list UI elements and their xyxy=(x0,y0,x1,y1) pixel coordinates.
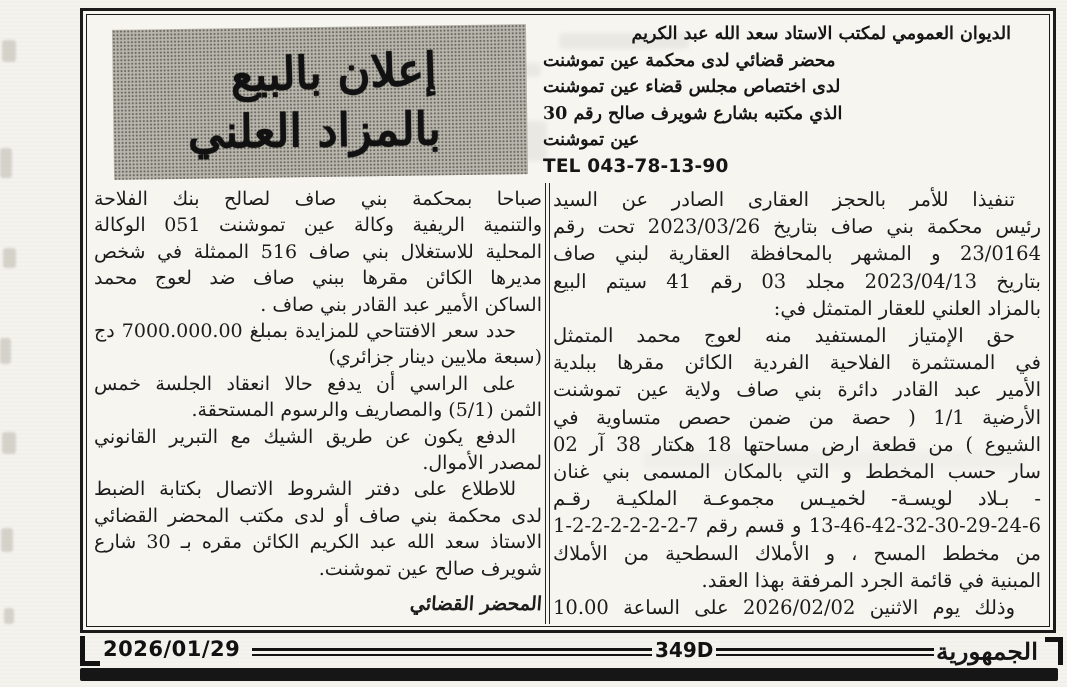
notice-line: على الراسي أن يدفع حالا انعقاد الجلسة خمس xyxy=(94,372,516,395)
office-header-line: لدى اختصاص مجلس قضاء عين تموشنت xyxy=(543,77,841,97)
notice-line: صباحا بمحكمة بني صاف لصالح بنك الفلاحة xyxy=(94,188,542,210)
notice-line: في المستثمرة الفلاحية الفردية الكائن مقرها ببلدية xyxy=(553,351,1041,375)
notice-line: شويرف صالح عين تموشنت. xyxy=(318,557,542,580)
office-header-line: الديوان العمومي لمكتب الاستاد سعد الله عبد الكريم xyxy=(631,24,1011,44)
notice-line: (سبعة ملايين دينار جزائري) xyxy=(328,346,542,369)
column-divider xyxy=(545,183,550,624)
notice-line: الدفع يكون عن طريق الشيك مع التبرير القانوني xyxy=(94,425,516,448)
notice-line: 23/0164 و المشهر بالمحافظة العقارية لبني صاف xyxy=(553,242,1041,266)
notice-line: لمصدر الأموال. xyxy=(422,452,542,475)
notice-line: رئيس محكمة بني صاف بتاريخ 2023/03/26 تحت رقم xyxy=(553,215,1041,239)
scan-artifact xyxy=(3,248,16,268)
page-bottom-rule xyxy=(80,668,1058,681)
notice-line: وذلك يوم الاثنين 2026/02/02 على الساعة 10.00 xyxy=(553,596,1015,620)
notice-line: مديرها الكائن مقرها ببني صاف ضد لعوج محمد xyxy=(94,267,542,290)
notice-line: الأمير عبد القادر دائرة بني صاف ولاية عين تموشنت xyxy=(553,378,1041,402)
auction-notice-box xyxy=(80,8,1056,633)
newspaper-logo: الجمهورية xyxy=(936,638,1039,665)
footer-rule xyxy=(716,648,934,656)
notice-line: 13-46-42-32-30-29-24-6 و قسم رقم 7-2-2-2-2-2-2-1 xyxy=(553,514,1041,538)
scan-artifact xyxy=(0,338,11,364)
notice-line: بالمزاد العلني للعقار المتمثل في: xyxy=(773,296,1041,320)
bailiff-signature: المحضر القضائي xyxy=(409,593,543,616)
footer-corner-mark-right xyxy=(1045,637,1063,665)
office-header-line: الذي مكتبه بشارع شويرف صالح رقم 30 xyxy=(543,103,843,124)
scan-artifact xyxy=(2,432,16,454)
footer-corner-mark-left xyxy=(80,636,100,666)
notice-line: الثمن (5/1) والمصاريف والرسوم المستحقة. xyxy=(191,399,542,422)
scan-artifact xyxy=(2,40,16,62)
notice-title-line1: إعلان بالبيع xyxy=(229,42,438,103)
publication-date: 2026/01/29 xyxy=(103,637,241,661)
scan-artifact xyxy=(0,148,12,178)
notice-line: حدد سعر الافتتاحي للمزايدة بمبلغ 7000.000.00 دج xyxy=(94,320,517,343)
notice-line: بتاريخ 2023/04/13 مجلد 03 رقم 41 سيتم البيع xyxy=(553,269,1041,293)
footer-rule xyxy=(252,648,652,656)
office-header-line: محضر قضائي لدى محكمة عين تموشنت xyxy=(543,50,836,71)
office-phone: TEL 043-78-13-90 xyxy=(543,155,729,177)
bailiff-office-header xyxy=(543,21,1011,180)
notice-body-column-right xyxy=(553,186,1041,621)
notice-title-line2: بالمزاد العلني xyxy=(187,102,442,159)
notice-line: المبنية في قائمة الجرد المرفقة بهذا العقد. xyxy=(701,568,1041,592)
notice-line: المحلية للاستغلال بني صاف 516 الممثلة في شخص xyxy=(94,240,543,263)
notice-line: - بـلاد لويسـة- لخميـس مجموعـة الملكيـة رقـم xyxy=(553,487,1041,511)
notice-line: والتنمية الريفية وكالة عين تموشنت 051 الوكالة xyxy=(94,214,542,237)
notice-title-box xyxy=(112,24,528,180)
notice-line: الأرضية 1/1 ( حصة من ضمن حصص متساوية في xyxy=(553,405,1041,429)
notice-line: حق الإمتياز المستفيد منه لعوج محمد المتمثل xyxy=(553,324,1015,348)
notice-line: من مخطط المسح ، و الأملاك السطحية من الأملاك xyxy=(553,541,1041,565)
notice-line: لدى محكمة بني صاف أو لدى مكتب المحضر القضائي xyxy=(94,504,542,527)
notice-line: للاطلاع على دفتر الشروط الاتصال بكتابة الضبط xyxy=(94,478,516,501)
notice-line: الاستاذ سعد الله عبد الكريم الكائن مقره بـ 30 شارع xyxy=(94,531,542,554)
notice-line: الساكن الأمير عبد القادر بني صاف . xyxy=(260,293,542,316)
notice-body-column-left xyxy=(94,186,542,618)
scan-artifact xyxy=(4,608,14,624)
notice-line: تنفيذا للأمر بالحجز العقارى الصادر عن السيد xyxy=(553,188,1015,211)
notice-reference-number: 349D xyxy=(655,638,714,662)
scan-artifact xyxy=(1,528,13,552)
office-header-line: عين تموشنت xyxy=(543,130,640,150)
notice-line: سار حسب المخطط و التي بالمكان المسمى بني غنان xyxy=(553,460,1041,484)
notice-line: الشيوع ) من قطعة ارض مساحتها 18 هكتار 38 آر 02 xyxy=(553,432,1041,456)
